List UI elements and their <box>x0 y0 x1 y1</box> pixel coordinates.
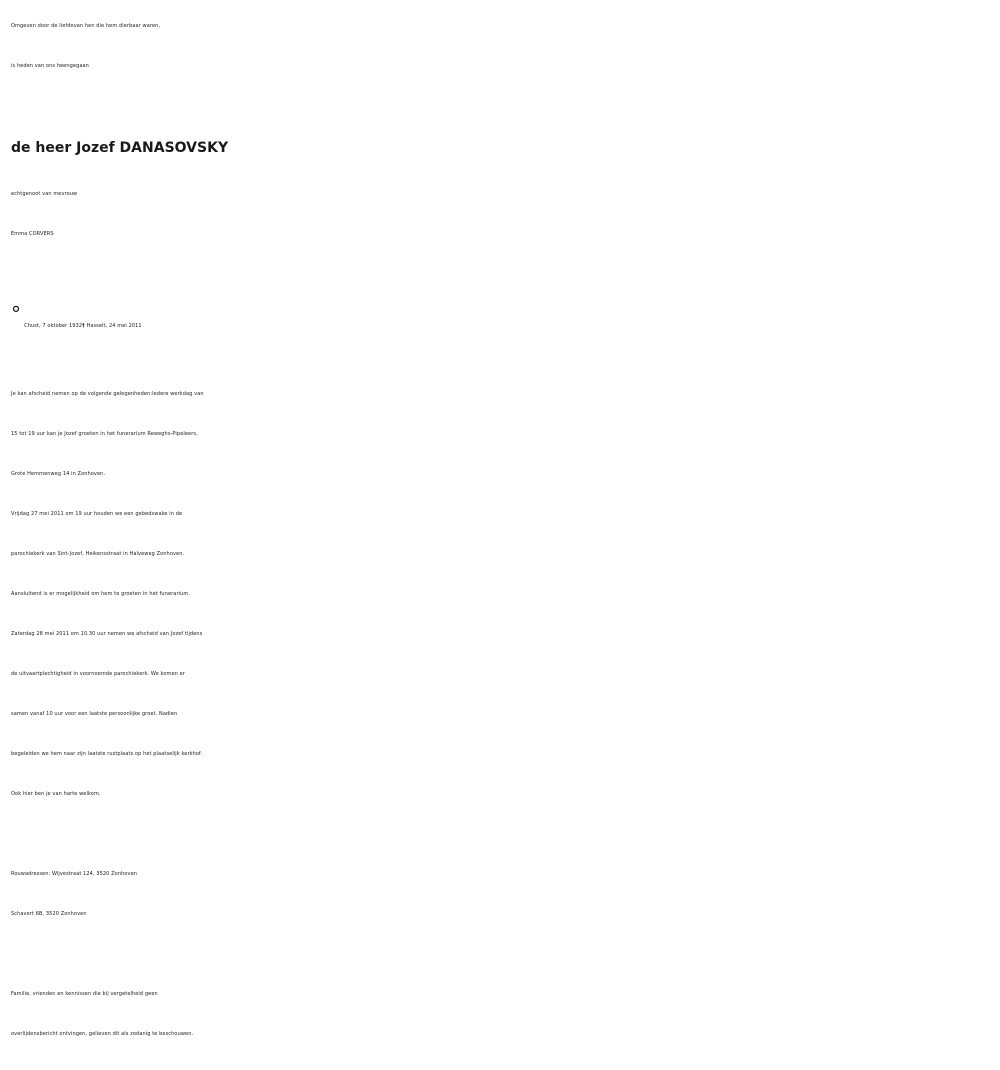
ceremony-line: Aansluitend is er mogelijkheid om hem te groeten in het funerarium. <box>11 591 191 597</box>
birth-death-line <box>11 294 996 334</box>
death-date: Hasselt, 24 mei 2011 <box>84 323 142 329</box>
relation-line-2: Emma CORVERS <box>11 231 54 237</box>
ceremony-line: Vrijdag 27 mei 2011 om 19 uur houden we een gebedswake in de <box>11 511 183 517</box>
ceremony-line: de uitvaartplechtigheid in voornoemde parochiekerk. We komen er <box>11 671 185 677</box>
ceremony-line: parochiekerk van Sint-Jozef, Heikensstraat in Halveweg Zonhoven. <box>11 551 185 557</box>
spacer <box>11 334 996 374</box>
ceremony-line: Zaterdag 28 mei 2011 om 10.30 uur nemen we afscheid van Jozef tijdens <box>11 631 203 637</box>
ceremony-line: begeleiden we hem naar zijn laatste rustplaats op het plaatselijk kerkhof. <box>11 751 203 757</box>
death-notice <box>11 6 996 1054</box>
closing-line-2: overlijdensbericht ontvingen, gelieven dit als zodanig te beschouwen. <box>11 1031 194 1037</box>
ceremony-line: Je kan afscheid nemen op de volgende gelegenheden:Iedere werkdag van <box>11 391 204 397</box>
address-line-1: Rouwadressen: Wijvestraat 124, 3520 Zonhoven <box>11 871 138 877</box>
spacer <box>11 254 996 294</box>
closing-line-1: Familie, vrienden en kennissen die bij vergetelheid geen <box>11 991 158 997</box>
intro-line-2: is heden van ons heengegaan <box>11 63 89 69</box>
ceremony-line: 15 tot 19 uur kan je Jozef groeten in het funerarium Reweghs-Pipeleers, <box>11 431 198 437</box>
death-cross-symbol: † <box>82 323 85 329</box>
spacer <box>11 814 996 854</box>
deceased-name: de heer Jozef DANASOVSKY <box>11 140 229 156</box>
ceremony-line: samen vanaf 10 uur voor een laatste persoonlijke groet. Nadien <box>11 711 178 717</box>
address-line-2: Schavert 6B, 3520 Zonhoven <box>11 911 87 917</box>
intro-line-1: Omgeven door de liefdevan hen die hem dierbaar waren, <box>11 23 161 29</box>
relation-line-1: echtgenoot van mevrouw <box>11 191 78 197</box>
birth-date: Chust, 7 oktober 1932 <box>24 323 83 329</box>
ceremony-line: Ook hier ben je van harte welkom. <box>11 791 101 797</box>
ceremony-line: Grote Hemmenweg 14 in Zonhoven. <box>11 471 106 477</box>
birth-symbol: ° <box>11 302 22 326</box>
spacer <box>11 934 996 974</box>
